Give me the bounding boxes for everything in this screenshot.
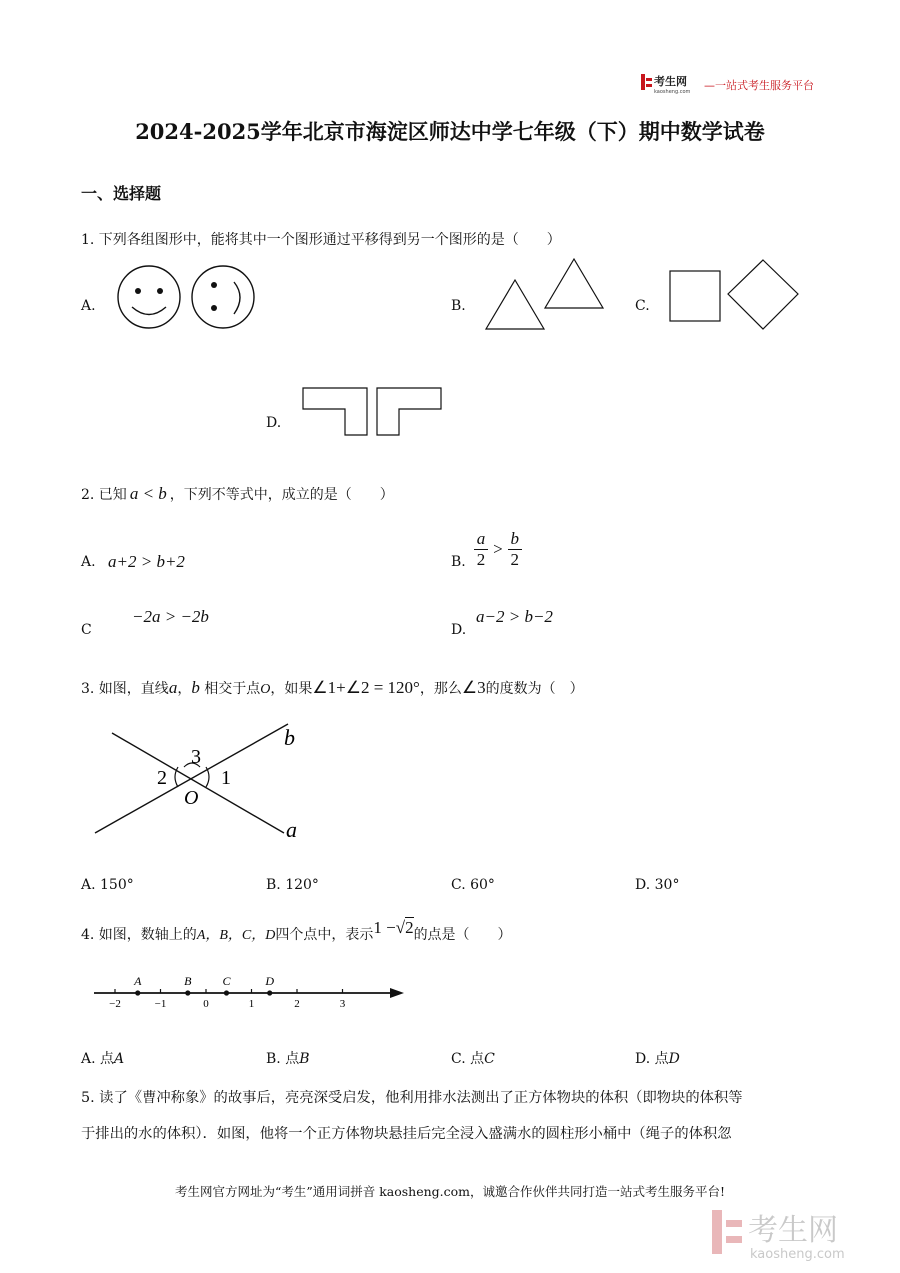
q1-option-c-label: C. (635, 298, 650, 314)
q3-ask: ∠3 (461, 678, 486, 697)
axis-tick-label: −1 (154, 998, 167, 1010)
q2-option-b-math: $\frac{a}{2}$ > $\frac{b}{2}$ (474, 529, 522, 570)
q1-square-figures (668, 258, 802, 336)
q4-option-d: D. 点D (635, 1051, 680, 1067)
logo-cn-text: 考生网 (654, 75, 687, 88)
axis-point-label: D (265, 974, 275, 988)
axis-point-d (267, 990, 272, 995)
axis-tick-label: 3 (339, 998, 346, 1010)
q2-option-b-label: B. (451, 554, 466, 570)
q2-option-a-label: A. (81, 554, 96, 570)
axis-point-c (224, 990, 229, 995)
axis-point-label: C (222, 974, 231, 988)
q4-number-line (92, 966, 412, 1018)
kaosheng-logo (641, 73, 701, 95)
q2-condition: a < b (129, 484, 167, 503)
q4-option-a: A. 点A (81, 1051, 125, 1067)
axis-tick-label: 1 (248, 998, 255, 1010)
label-o: O (184, 787, 199, 809)
frac-b-over-2: $\frac{b}{2}$ (508, 529, 522, 570)
q4-stem: 4. 如图，数轴上的A，B，C，D四个点中，表示1 −√2的点是（ ） (81, 918, 512, 943)
q2-option-d-math: a−2 > b−2 (476, 607, 553, 626)
watermark-cn: 考生网 (748, 1213, 838, 1248)
axis-tick-label: 2 (294, 998, 300, 1010)
q1-triangle-figures (484, 256, 608, 336)
q5-line-2: 于排出的水的体积）．如图，他将一个正方体物块悬挂后完全浸入盛满水的圆柱形小桶中（绳子的体积忽 (81, 1126, 732, 1142)
axis-arrow (390, 988, 404, 998)
q5-line-1: 5. 读了《曹冲称象》的故事后，亮亮深受启发，他利用排水法测出了正方体物块的体积（即物块的体积等 (81, 1090, 743, 1106)
q4-option-b: B. 点B (266, 1051, 310, 1067)
q2-option-c-math: −2a > −2b (132, 607, 209, 626)
q1-option-b-label: B. (451, 298, 466, 314)
axis-point-b (185, 990, 190, 995)
q3-stem: 3. 如图，直线a，b 相交于点O，如果∠1+∠2 = 120°，那么∠3的度数为（ ） (81, 678, 584, 697)
axis-tick-label: 0 (203, 998, 209, 1010)
frac-a-over-2: $\frac{a}{2}$ (474, 529, 488, 570)
q3-figure (88, 716, 318, 850)
q2-option-c-label: C (81, 622, 92, 638)
q3-var-a: a (168, 678, 178, 697)
label-b: b (284, 725, 295, 750)
label-a: a (286, 817, 297, 842)
q2-stem-prefix: 2. 已知 (81, 487, 127, 503)
axis-point-a (135, 990, 140, 995)
axis-point-label: B (184, 974, 192, 988)
q3-option-d: D. 30° (635, 877, 680, 893)
label-2: 2 (157, 767, 167, 789)
q4-point-list: A，B，C，D (196, 928, 276, 943)
label-1: 1 (221, 767, 231, 789)
q3-option-c: C. 60° (451, 877, 495, 893)
q2-option-d-label: D. (451, 622, 467, 638)
q2-option-a-math: a+2 > b+2 (108, 552, 185, 571)
watermark-domain: kaosheng.com (750, 1247, 845, 1262)
logo-domain-text: kaosheng.com (654, 89, 691, 95)
q4-expression: 1 −√2 (373, 918, 414, 937)
watermark-logo (712, 1206, 882, 1266)
q3-option-b: B. 120° (266, 877, 319, 893)
axis-tick-label: −2 (109, 998, 121, 1010)
section-heading: 一、选择题 (81, 184, 162, 203)
q3-condition: ∠1+∠2 = 120° (312, 678, 420, 697)
q3-option-a: A. 150° (81, 877, 134, 893)
q2-stem (81, 484, 394, 504)
q1-option-a-label: A. (81, 298, 96, 314)
header-slogan: —一站式考生服务平台 (704, 79, 814, 92)
page-title: 2024-2025学年北京市海淀区师达中学七年级（下）期中数学试卷 (135, 119, 765, 144)
q4-option-c: C. 点C (451, 1051, 495, 1067)
q2-stem-suffix: ，下列不等式中，成立的是（ ） (169, 487, 394, 503)
label-3: 3 (191, 746, 201, 768)
q1-option-d-label: D. (266, 415, 282, 431)
q1-stem: 1. 下列各组图形中，能将其中一个图形通过平移得到另一个图形的是（ ） (81, 232, 561, 248)
q1-smiley-figures (114, 264, 264, 338)
q1-l-shape-figures (301, 386, 445, 442)
q3-var-b: b (191, 678, 200, 697)
axis-point-label: A (134, 974, 142, 988)
footer-text: 考生网官方网址为“考生”通用词拼音 kaosheng.com，诚邀合作伙伴共同打造一站式考生服务平台! (174, 1184, 726, 1199)
q3-point-o: O (260, 682, 271, 697)
